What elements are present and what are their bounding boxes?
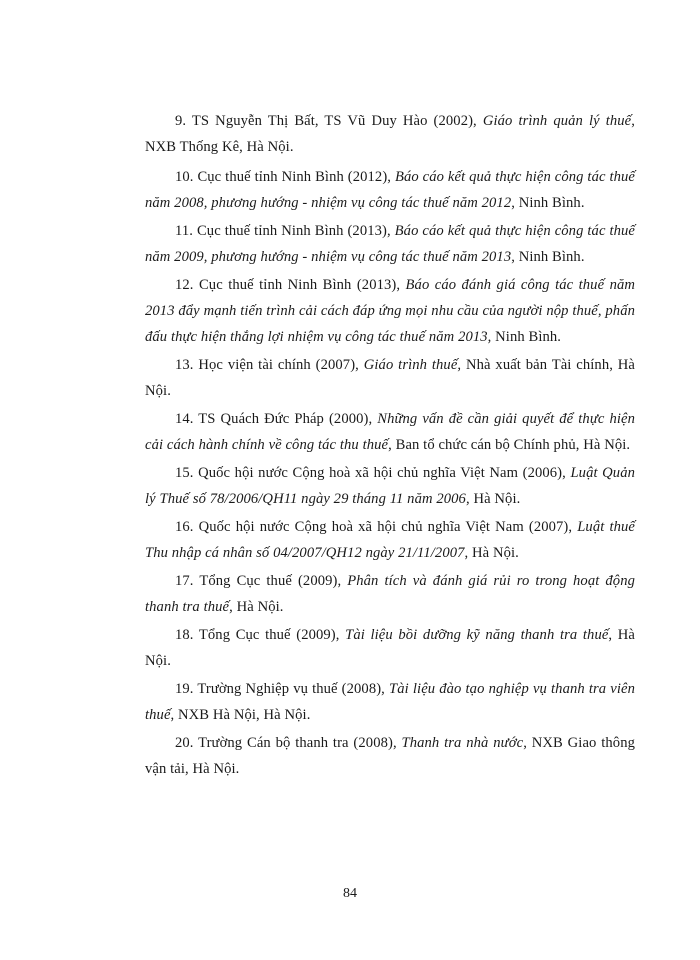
reference-author-year: Học viện tài chính (2007), bbox=[198, 357, 364, 373]
reference-title: Tài liệu đào tạo nghiệp vụ thanh tra viên thuế bbox=[145, 681, 635, 723]
reference-publisher: , Ban tổ chức cán bộ Chính phủ, Hà Nội. bbox=[388, 437, 631, 453]
reference-item bbox=[145, 730, 635, 782]
page-number: 84 bbox=[343, 886, 357, 901]
reference-number: 9. bbox=[175, 113, 187, 129]
reference-item bbox=[145, 568, 635, 620]
reference-author-year: Tổng Cục thuế (2009), bbox=[199, 573, 348, 589]
reference-number: 11. bbox=[175, 223, 194, 239]
reference-item bbox=[145, 164, 635, 216]
reference-author-year: TS Quách Đức Pháp (2000), bbox=[198, 411, 378, 427]
reference-number: 15. bbox=[175, 465, 194, 481]
reference-publisher: , NXB Giao thông vận tải, Hà Nội. bbox=[145, 735, 635, 777]
reference-number: 14. bbox=[175, 411, 194, 427]
reference-number: 18. bbox=[175, 627, 194, 643]
reference-publisher: Ninh Bình. bbox=[491, 329, 562, 345]
reference-author-year: Cục thuế tỉnh Ninh Bình (2013), bbox=[198, 277, 406, 293]
reference-item bbox=[145, 676, 635, 728]
reference-number: 16. bbox=[175, 519, 194, 535]
reference-publisher: , Hà Nội. bbox=[145, 627, 635, 669]
reference-item bbox=[145, 218, 635, 270]
reference-publisher: , Hà Nội. bbox=[464, 545, 519, 561]
reference-title: Luật thuế Thu nhập cá nhân số 04/2007/QH12 ngày 21/11/2007 bbox=[145, 519, 635, 561]
reference-number: 20. bbox=[175, 735, 194, 751]
reference-number: 19. bbox=[175, 681, 194, 697]
reference-author-year: Cục thuế tỉnh Ninh Bình (2013), bbox=[196, 223, 395, 239]
reference-title: Phân tích và đánh giá rủi ro trong hoạt động thanh tra thuế bbox=[145, 573, 635, 615]
reference-title: Luật Quản lý Thuế số 78/2006/QH11 ngày 29 tháng 11 năm 2006 bbox=[145, 465, 636, 507]
reference-publisher: , Ninh Bình. bbox=[511, 249, 585, 265]
reference-publisher: , Hà Nội. bbox=[229, 599, 284, 615]
reference-title: Báo cáo kết quả thực hiện công tác thuế năm 2008, phương hướng - nhiệm vụ công tác thuế năm 2012 bbox=[145, 169, 635, 211]
reference-number: 10. bbox=[175, 169, 194, 185]
reference-author-year: Trường Cán bộ thanh tra (2008), bbox=[198, 735, 402, 751]
reference-list bbox=[145, 108, 635, 784]
reference-number: 13. bbox=[175, 357, 194, 373]
reference-title: Báo cáo kết quả thực hiện công tác thuế năm 2009, phương hướng - nhiệm vụ công tác thuế năm 2013 bbox=[145, 223, 636, 265]
reference-number: 17. bbox=[175, 573, 194, 589]
reference-author-year: Quốc hội nước Cộng hoà xã hội chủ nghĩa Việt Nam (2007), bbox=[198, 519, 578, 535]
reference-item bbox=[145, 352, 635, 404]
reference-title: Tài liệu bồi dưỡng kỹ năng thanh tra thuế bbox=[345, 627, 609, 643]
reference-item bbox=[145, 514, 635, 566]
reference-author-year: Cục thuế tỉnh Ninh Bình (2012), bbox=[197, 169, 395, 185]
reference-title: Những vấn đề cần giải quyết để thực hiện cải cách hành chính về công tác thu thuế bbox=[145, 411, 635, 453]
reference-number: 12. bbox=[175, 277, 194, 293]
reference-item bbox=[145, 108, 635, 160]
reference-publisher: , Hà Nội. bbox=[465, 491, 521, 507]
reference-item bbox=[145, 406, 635, 458]
reference-author-year: TS Nguyễn Thị Bất, TS Vũ Duy Hào (2002), bbox=[191, 113, 483, 129]
reference-item bbox=[145, 272, 635, 350]
reference-title: Báo cáo đánh giá công tác thuế năm 2013 đẩy mạnh tiến trình cải cách đáp ứng mọi nhu cầu của người nộp thuế, phấn đấu thực hiện thắng lợi nhiệm vụ công tác thuế năm 2013, bbox=[145, 277, 636, 345]
reference-title: Thanh tra nhà nước bbox=[401, 735, 524, 751]
reference-author-year: Tổng Cục thuế (2009), bbox=[198, 627, 346, 643]
reference-publisher: Nhà xuất bản Tài chính, Hà Nội. bbox=[145, 357, 636, 399]
reference-publisher: , NXB Thống Kê, Hà Nội. bbox=[145, 113, 635, 155]
reference-title: Giáo trình thuế, bbox=[363, 357, 462, 373]
reference-publisher: , Ninh Bình. bbox=[511, 195, 585, 211]
reference-title: Giáo trình quản lý thuế bbox=[482, 113, 632, 129]
reference-author-year: Quốc hội nước Cộng hoà xã hội chủ nghĩa Việt Nam (2006), bbox=[198, 465, 571, 481]
reference-publisher: , NXB Hà Nội, Hà Nội. bbox=[170, 707, 311, 723]
reference-item bbox=[145, 622, 635, 674]
reference-item bbox=[145, 460, 635, 512]
reference-author-year: Trường Nghiệp vụ thuế (2008), bbox=[197, 681, 390, 697]
